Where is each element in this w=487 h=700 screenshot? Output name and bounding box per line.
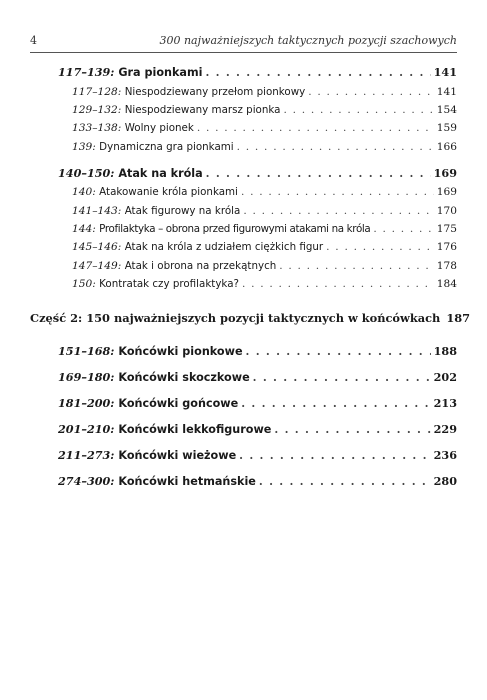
toc-entry-sub[interactable] — [30, 141, 457, 153]
toc-page: 202 — [433, 369, 457, 384]
toc-entry-main[interactable] — [30, 66, 457, 79]
toc-title: Kontratak czy profilaktyka? — [99, 277, 239, 290]
leader-dots — [237, 141, 434, 153]
leader-dots — [246, 345, 431, 357]
toc-entry-sub[interactable] — [30, 260, 457, 272]
toc-title: Końcówki gońcowe — [118, 396, 239, 410]
toc-range: 145–146: — [72, 241, 122, 254]
part-label: Część 2: — [30, 310, 83, 325]
leader-dots — [241, 186, 434, 198]
toc-title: Końcówki hetmańskie — [118, 474, 256, 488]
toc-entry-chapter[interactable] — [30, 423, 457, 436]
toc-title: Wolny pionek — [124, 122, 194, 135]
leader-dots — [242, 278, 434, 290]
toc-page: 176 — [436, 241, 457, 254]
toc-title: Niespodziewany marsz pionka — [124, 104, 281, 117]
toc-title: Dynamiczna gra pionkami — [99, 140, 234, 153]
toc-title: Atakowanie króla pionkami — [99, 186, 238, 199]
running-header — [30, 34, 457, 52]
toc-page: 175 — [436, 223, 457, 236]
toc-entry-sub[interactable] — [30, 104, 457, 116]
toc-page: 166 — [436, 140, 457, 153]
toc-range: 129–132: — [72, 104, 122, 117]
part-title: 150 najważniejszych pozycji taktycznych w końcówkach — [86, 310, 441, 325]
toc-page: 169 — [433, 165, 457, 180]
leader-dots — [243, 205, 433, 217]
toc-page: 169 — [436, 186, 457, 199]
toc-title: Końcówki skoczkowe — [118, 370, 250, 384]
toc-entry-sub[interactable] — [30, 278, 457, 290]
toc-page: 170 — [436, 204, 457, 217]
toc-entry-main[interactable] — [30, 167, 457, 180]
toc-range: 133–138: — [72, 122, 122, 135]
leader-dots — [197, 122, 434, 134]
leader-dots — [259, 475, 431, 487]
leader-dots — [326, 241, 434, 253]
header-rule — [30, 52, 457, 53]
toc-title: Atak na króla — [118, 166, 203, 180]
toc-range: 139: — [72, 140, 96, 153]
toc-title: Gra pionkami — [118, 66, 203, 79]
leader-dots — [274, 423, 430, 435]
toc-range: 274–300: — [58, 473, 115, 488]
toc-page: 154 — [436, 104, 457, 117]
toc-page: 229 — [433, 421, 457, 436]
toc-range: 150: — [72, 277, 96, 290]
leader-dots — [253, 371, 431, 383]
toc-range: 144: — [72, 223, 96, 236]
toc-range: 169–180: — [58, 369, 115, 384]
toc-title: Profilaktyka – obrona przed figurowymi atakami na króla — [99, 223, 371, 236]
toc-range: 117–128: — [72, 85, 122, 98]
toc-entry-chapter[interactable] — [30, 475, 457, 488]
leader-dots — [241, 397, 430, 409]
leader-dots — [279, 260, 434, 272]
table-of-contents — [30, 65, 471, 488]
leader-dots — [205, 66, 430, 78]
leader-dots — [239, 449, 430, 461]
toc-range: 140: — [72, 186, 96, 199]
page-number: 4 — [30, 34, 37, 47]
toc-entry-sub[interactable] — [30, 223, 457, 235]
toc-page: 187 — [446, 310, 471, 325]
toc-entry-chapter[interactable] — [30, 449, 457, 462]
toc-range: 117–139: — [58, 65, 115, 79]
toc-entry-part[interactable] — [30, 310, 471, 325]
toc-page: 236 — [433, 447, 457, 462]
toc-page: 141 — [433, 65, 457, 79]
toc-page: 184 — [436, 277, 457, 290]
toc-page: 159 — [436, 122, 457, 135]
toc-entry-sub[interactable] — [30, 122, 457, 134]
toc-entry-chapter[interactable] — [30, 371, 457, 384]
toc-page: 188 — [433, 343, 457, 358]
toc-title: Atak i obrona na przekątnych — [124, 259, 277, 272]
toc-range: 201–210: — [58, 421, 115, 436]
toc-range: 141–143: — [72, 204, 122, 217]
toc-title: Końcówki lekkofigurowe — [118, 422, 272, 436]
toc-title: Niespodziewany przełom pionkowy — [124, 85, 306, 98]
toc-page: 280 — [433, 473, 457, 488]
running-title: 300 najważniejszych taktycznych pozycji szachowych — [159, 34, 457, 47]
leader-dots — [373, 223, 433, 235]
toc-entry-sub[interactable] — [30, 241, 457, 253]
toc-entry-sub[interactable] — [30, 86, 457, 98]
leader-dots — [206, 167, 431, 179]
toc-title: Atak figurowy na króla — [124, 204, 241, 217]
toc-title: Końcówki pionkowe — [118, 344, 243, 358]
toc-entry-sub[interactable] — [30, 205, 457, 217]
toc-title: Końcówki wieżowe — [118, 448, 237, 462]
leader-dots — [308, 86, 434, 98]
toc-page: 141 — [436, 85, 457, 98]
toc-title: Atak na króla z udziałem ciężkich figur — [124, 241, 324, 254]
toc-range: 140–150: — [58, 165, 115, 180]
toc-range: 211–273: — [58, 447, 115, 462]
toc-range: 151–168: — [58, 343, 115, 358]
toc-entry-chapter[interactable] — [30, 397, 457, 410]
leader-dots — [283, 104, 433, 116]
toc-page: 178 — [436, 259, 457, 272]
toc-entry-sub[interactable] — [30, 186, 457, 198]
toc-page: 213 — [433, 395, 457, 410]
toc-entry-chapter[interactable] — [30, 345, 457, 358]
toc-range: 181–200: — [58, 395, 115, 410]
toc-range: 147–149: — [72, 259, 122, 272]
